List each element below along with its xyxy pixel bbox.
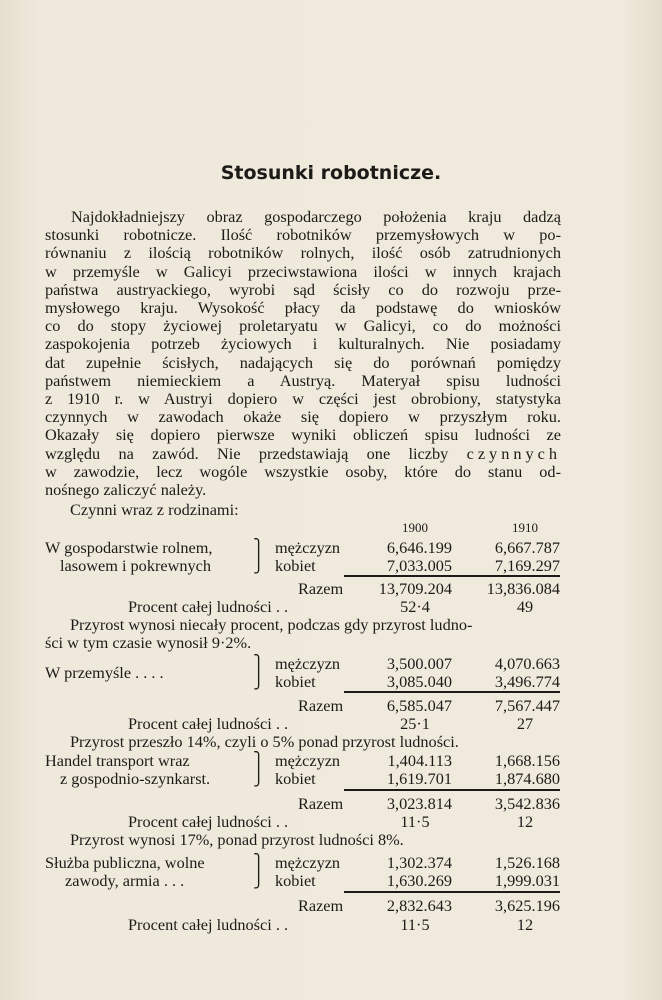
- total-label: Razem: [298, 794, 344, 813]
- year-header: 1900: [402, 520, 428, 535]
- text-line: w zawodzie, lecz wogóle wszystkie osoby, które do stanu od-: [45, 461, 561, 481]
- women-label: kobiet: [275, 672, 316, 691]
- value-cell: 1,302.374: [386, 853, 452, 872]
- percent-cell: 49: [516, 597, 534, 616]
- body-paragraph: [45, 208, 561, 499]
- note-text: ści w tym czasie wynosił 9·2%.: [45, 633, 252, 652]
- total-cell: 3,625.196: [494, 896, 560, 915]
- brace-icon: ⎫: [253, 538, 265, 556]
- total-cell: 2,832.643: [386, 896, 452, 915]
- brace-icon: ⎭: [253, 672, 265, 690]
- percent-cell: 25·1: [400, 714, 430, 733]
- note-text: Przyrost wynosi niecały procent, podczas gdy przyrost ludno-: [70, 615, 473, 634]
- brace-icon: ⎫: [253, 654, 265, 672]
- note-text: Przyrost przeszło 14%, czyli o 5% ponad przyrost ludności.: [70, 732, 459, 751]
- total-label: Razem: [298, 896, 344, 915]
- percent-label: Procent całej ludności . .: [128, 915, 289, 934]
- text-line: państwem niemieckiem a Austryą. Materyał spisu ludności: [45, 370, 561, 390]
- percent-label: Procent całej ludności . .: [128, 812, 289, 831]
- value-cell: 1,668.156: [494, 751, 560, 770]
- men-label: mężczyzn: [275, 853, 341, 872]
- value-cell: 4,070.663: [494, 654, 560, 673]
- text-line: co do stopy życiowej proletaryatu w Galicyi, co do możności: [45, 316, 561, 336]
- category-label: lasowem i pokrewnych: [60, 556, 212, 575]
- brace-icon: ⎫: [253, 751, 265, 769]
- value-cell: 3,085.040: [386, 672, 452, 691]
- text-segment: względu na zawód. Nie przedstawiają one liczby: [45, 443, 449, 463]
- value-cell: 1,999.031: [494, 871, 560, 890]
- text-line: czynnych w zawodach okaże się dopiero w przyszłym roku.: [45, 407, 561, 427]
- brace-icon: ⎭: [253, 556, 265, 574]
- men-label: mężczyzn: [275, 538, 341, 557]
- men-label: mężczyzn: [275, 654, 341, 673]
- brace-icon: ⎭: [253, 871, 265, 889]
- text-line: zaspokojenia potrzeb życiowych i kulturalnych. Nie posiadamy: [45, 334, 561, 354]
- women-label: kobiet: [275, 871, 316, 890]
- sum-rule: [344, 891, 560, 893]
- percent-cell: 12: [516, 812, 534, 831]
- category-label: Handel transport wraz: [45, 751, 190, 770]
- value-cell: 3,496.774: [494, 672, 560, 691]
- percent-cell: 12: [516, 915, 534, 934]
- sum-rule: [344, 789, 560, 791]
- women-label: kobiet: [275, 556, 316, 575]
- text-line: stosunki robotnicze. Ilość robotników przemysłowych w po-: [45, 225, 561, 245]
- value-cell: 6,646.199: [386, 538, 452, 557]
- brace-icon: ⎫: [253, 853, 265, 871]
- total-cell: 13,709.204: [378, 579, 452, 598]
- total-label: Razem: [298, 696, 344, 715]
- sum-rule: [344, 575, 560, 577]
- value-cell: 7,169.297: [494, 556, 560, 575]
- text-line: Okazały się dopiero pierwsze wyniki obliczeń spisu ludności ze: [45, 425, 561, 445]
- percent-label: Procent całej ludności . .: [128, 597, 289, 616]
- value-cell: 7,033.005: [386, 556, 452, 575]
- text-line: państwa austryackiego, wyrobi sąd ścisły co do rozwoju prze-: [45, 279, 561, 299]
- year-header: 1910: [512, 520, 538, 535]
- category-label: zawody, armia . . .: [65, 871, 185, 890]
- percent-label: Procent całej ludności . .: [128, 714, 289, 733]
- value-cell: 1,404.113: [387, 751, 452, 770]
- value-cell: 1,619.701: [386, 769, 452, 788]
- spaced-word: czynnych: [466, 443, 561, 463]
- text-line: mysłowego kraju. Wysokość płacy da podstawę do wniosków: [45, 298, 561, 318]
- total-cell: 3,023.814: [386, 794, 452, 813]
- value-cell: 1,630.269: [386, 871, 452, 890]
- percent-cell: 52·4: [400, 597, 430, 616]
- total-cell: 3,542.836: [494, 794, 560, 813]
- sum-rule: [344, 691, 560, 693]
- text-line: w przemyśle w Galicyi przeciwstawiona ilości w innych krajach: [45, 261, 561, 281]
- category-label: W przemyśle . . . .: [45, 663, 164, 682]
- women-label: kobiet: [275, 769, 316, 788]
- value-cell: 1,526.168: [494, 853, 560, 872]
- category-label: W gospodarstwie rolnem,: [45, 538, 213, 557]
- total-label: Razem: [298, 579, 344, 598]
- text-line: Najdokładniejszy obraz gospodarczego położenia kraju dadzą: [71, 207, 561, 226]
- brace-icon: ⎭: [253, 769, 265, 787]
- text-line: [45, 445, 561, 463]
- text-line: równaniu z ilością robotników rolnych, ilość osób zatrudnionych: [45, 243, 561, 263]
- note-text: Przyrost wynosi 17%, ponad przyrost ludności 8%.: [70, 830, 404, 849]
- total-cell: 13,836.084: [486, 579, 560, 598]
- category-label: z gospodnio-szynkarst.: [60, 769, 211, 788]
- percent-cell: 11·5: [400, 915, 430, 934]
- total-cell: 6,585.047: [386, 696, 452, 715]
- value-cell: 6,667.787: [494, 538, 560, 557]
- text-line: z 1910 r. w Austryi dopiero w części jest obrobiony, statystyka: [45, 389, 561, 409]
- page-title: Stosunki robotnicze.: [220, 162, 442, 184]
- percent-cell: 27: [516, 714, 534, 733]
- table-intro: Czynni wraz z rodzinami:: [70, 500, 239, 519]
- value-cell: 1,874.680: [494, 769, 560, 788]
- value-cell: 3,500.007: [386, 654, 452, 673]
- percent-cell: 11·5: [400, 812, 430, 831]
- total-cell: 7,567.447: [494, 696, 560, 715]
- text-line: dat zupełnie ścisłych, nadających się do porównań pomiędzy: [45, 352, 561, 372]
- category-label: Służba publiczna, wolne: [45, 853, 205, 872]
- text-line: nośnego zaliczyć należy.: [45, 480, 207, 500]
- men-label: mężczyzn: [275, 751, 341, 770]
